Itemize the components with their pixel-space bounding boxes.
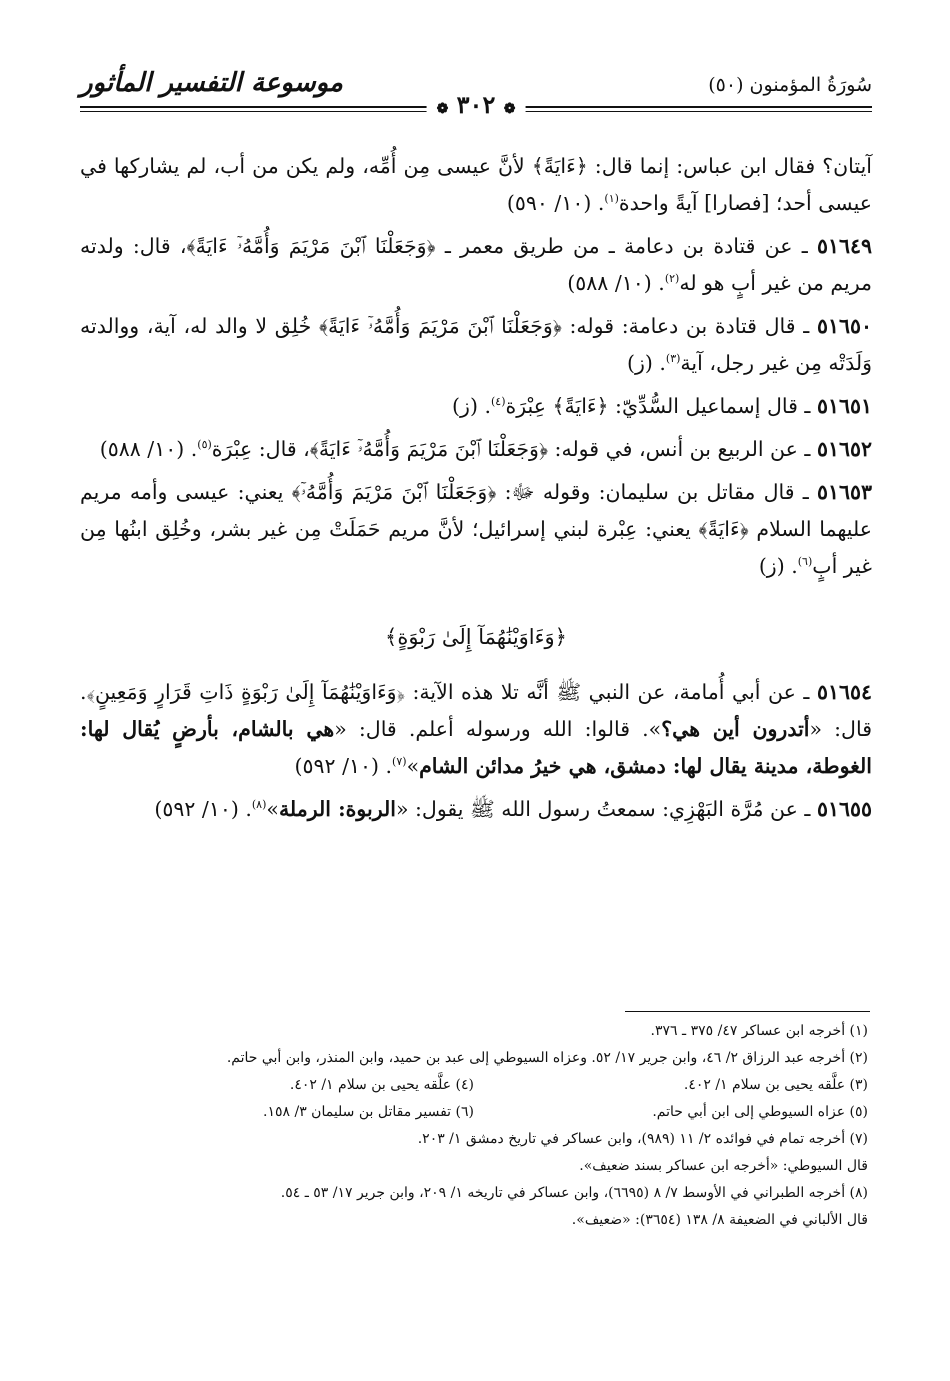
entry-51653 [80,474,872,585]
footnote-2: (٢) أخرجه عبد الرزاق ٢/ ٤٦، وابن جرير ١٧/ ٥٢. وعزاه السيوطي إلى عبد بن حميد، وابن المنذر، وابن أبي حاتم. [226,1050,868,1066]
entry-text: آيتان؟ فقال ابن عباس: إنما قال: ﴿ءَايَةً﴾ لأنَّ عيسى مِن أُمِّه، ولم يكن من أب، لم يشاركها في عيسى أحد؛ [فصارا] آيةً واحدة [80,154,872,215]
entry-51651 [80,388,872,425]
footnote-mark: (٢) [664,272,680,286]
footnote-8: (٨) أخرجه الطبراني في الأوسط ٧/ ٨ (٦٦٩٥)، وابن عساكر في تاريخه ١/ ٢٠٩، وابن جرير ١٧/ ٥٣ ـ ٥٤. [280,1185,868,1201]
footnote-7-note: قال السيوطي: «أخرجه ابن عساكر بسند ضعيف». [579,1158,868,1174]
footnote-mark: (٣) [665,352,681,366]
entry-text: ـ قال مقاتل بن سليمان: وقوله ﷻ: ﴿وَجَعَلْنَا ٱبْنَ مَرْيَمَ وَأُمَّهُۥٓ﴾ يعني: عيسى وأمه مريم عليهما السلام ﴿ءَايَةً﴾ يعني: عِبْرة لبني إسرائيل؛ لأنَّ مريم حَمَلَتْ مِن غير بشر، وخُلِق ابنُها مِن غير أبٍ [80,480,872,578]
entry-text: » [266,797,279,821]
hadith-text: الربوة: الرملة [278,797,396,821]
entry-number: ٥١٦٥٤ [816,680,872,704]
footnote-3: (٣) علَّقه يحيى بن سلام ١/ ٤٠٢. [683,1077,868,1093]
hadith-text: أتدرون أين هي؟ [661,717,810,741]
ornament-left-icon: ❁ [436,101,449,117]
footnote-7: (٧) أخرجه تمام في فوائده ٢/ ١١ (٩٨٩)، وابن عساكر في تاريخ دمشق ١/ ٢٠٣. [417,1131,868,1147]
entry-ref: . (١٠/ ٥٩٢) [294,754,393,778]
main-text [80,148,872,834]
footnote-6: (٦) تفسير مقاتل بن سليمان ٣/ ١٥٨. [263,1104,474,1120]
footnote-mark: (٤) [490,395,506,409]
footnote-mark: (٦) [797,555,813,569]
ornament-right-icon: ❁ [503,101,516,117]
verse-heading: ﴿وَءَاوَيْنَٰهُمَآ إِلَىٰ رَبْوَةٍ﴾ [385,625,567,649]
entry-number: ٥١٦٥١ [816,394,872,418]
entry-number: ٥١٦٥٣ [816,480,872,504]
entry-number: ٥١٦٤٩ [816,234,872,258]
entry-text: ». قالوا: الله ورسوله أعلم. قال: « [334,717,662,741]
entry-51650 [80,308,872,382]
entry-text: » [406,754,420,778]
footnote-4: (٤) علَّقه يحيى بن سلام ١/ ٤٠٢. [289,1077,474,1093]
entry-51652 [80,431,872,468]
entry-ref: . (ز) [626,351,666,375]
entry-number: ٥١٦٥٥ [816,797,872,821]
entry-ref: . (ز) [758,554,798,578]
footnote-mark: (٧) [392,755,407,769]
footnotes [80,1018,868,1234]
footnote-mark: (١) [604,192,619,206]
page-header [80,62,872,120]
entry-text: ـ قال إسماعيل السُّدِّيّ: ﴿ءَايَةً﴾ عِبْرَة [505,394,817,418]
footnote-mark: (٥) [197,438,212,452]
footnote-row [80,1099,868,1126]
footnote-row [80,1072,868,1099]
entry-ref: . (١٠/ ٥٨٨) [567,271,665,295]
entry-text: ـ عن أبي أُمامة، عن النبي ﷺ أنَّه تلا هذه الآية: ﴿وَءَاوَيْنَٰهُمَآ إِلَىٰ رَبْوَةٍ ذَاتِ قَرَارٍ وَمَعِينٍ﴾. قال: « [80,680,872,741]
footnote-8-note: قال الألباني في الضعيفة ٨/ ١٣٨ (٣٦٥٤): «ضعيف». [571,1212,868,1228]
footnote-1: (١) أخرجه ابن عساكر ٤٧/ ٣٧٥ ـ ٣٧٦. [650,1023,868,1039]
entry-text: ـ قال قتادة بن دعامة: قوله: ﴿وَجَعَلْنَا ٱبْنَ مَرْيَمَ وَأُمَّهُۥٓ ءَايَةً﴾ خُلِق لا والد له، آية، ووالدته وَلَدَتْه مِن غير رجل، آية [80,314,872,375]
entry-number: ٥١٦٥٢ [816,437,872,461]
entry-51654 [80,674,872,785]
entry-ref: . (١٠/ ٥٩٢) [154,797,252,821]
footnote-5: (٥) عزاه السيوطي إلى ابن أبي حاتم. [652,1104,868,1120]
footnote-separator [625,1011,870,1012]
entry-number: ٥١٦٥٠ [816,314,872,338]
entry-ref: . (١٠/ ٥٨٨) [99,437,198,461]
entry-continued [80,148,872,222]
entry-ref: . (١٠/ ٥٩٠) [506,191,605,215]
surah-title: سُورَةُ المؤمنون (٥٠) [708,74,872,96]
page-number-text: ٣٠٢ [456,90,496,119]
entry-51655 [80,791,872,828]
entry-text: ـ عن الربيع بن أنس، في قوله: ﴿وَجَعَلْنَا ٱبْنَ مَرْيَمَ وَأُمَّهُۥٓ ءَايَةً﴾، قال: عِبْرَة [211,437,817,461]
page-number [427,90,526,119]
hadith-text: هي بالشام، بأرضٍ يُقال لها: الغوطة، مدينة يقال لها: دمشق، هي خيرُ مدائن الشام [80,717,872,778]
running-title: موسوعة التفسير المأثور [80,68,343,98]
entry-51649 [80,228,872,302]
entry-ref: . (ز) [452,394,491,418]
entry-text: ـ عن مُرَّة البَهْزِي: سمعتُ رسول الله ﷺ يقول: « [395,797,817,821]
entry-text: ـ عن قتادة بن دعامة ـ من طريق معمر ـ ﴿وَجَعَلْنَا ٱبْنَ مَرْيَمَ وَأُمَّهُۥٓ ءَايَةً﴾، قال: ولدته مريم من غير أبٍ هو له [80,234,872,295]
footnote-mark: (٨) [251,798,267,812]
